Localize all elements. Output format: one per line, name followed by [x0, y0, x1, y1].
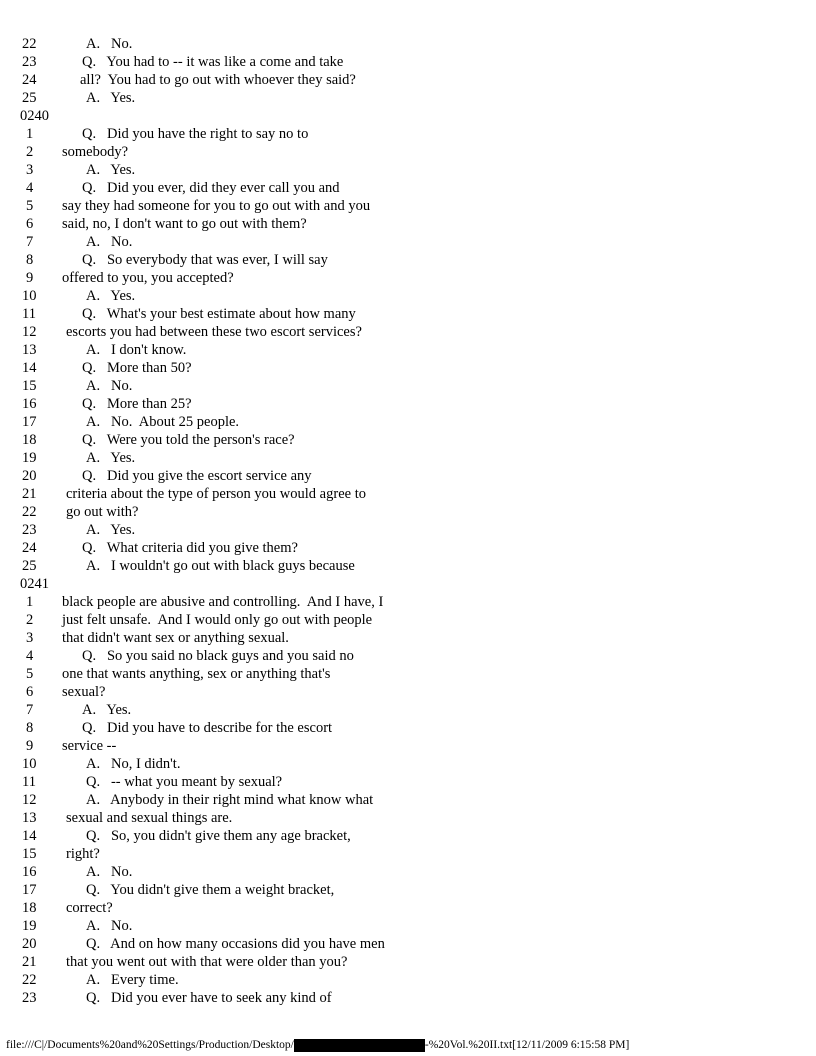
line-number: 8: [26, 720, 34, 736]
transcript-line: [0, 809, 816, 827]
line-number: 1: [26, 126, 34, 142]
transcript-line: [0, 305, 816, 323]
transcript-line: [0, 737, 816, 755]
line-number: 13: [22, 810, 37, 826]
line-text: A. No.: [86, 36, 133, 52]
line-text: A. No.: [86, 918, 133, 934]
transcript-line: [0, 971, 816, 989]
line-text: Q. Were you told the person's race?: [82, 432, 295, 448]
transcript-line: [0, 323, 816, 341]
line-number: 11: [22, 774, 36, 790]
transcript-line: [0, 215, 816, 233]
transcript-line: [0, 611, 816, 629]
line-text: Q. So, you didn't give them any age bracket,: [86, 828, 351, 844]
line-text: Q. Did you ever, did they ever call you and: [82, 180, 340, 196]
line-text: escorts you had between these two escort services?: [66, 324, 362, 340]
line-text: say they had someone for you to go out with and you: [62, 198, 371, 214]
line-text: Q. You didn't give them a weight bracket,: [86, 882, 335, 898]
transcript-line: [0, 71, 816, 89]
line-number: 21: [22, 954, 37, 970]
transcript-line: [0, 953, 816, 971]
transcript-line: [0, 269, 816, 287]
transcript-line: [0, 845, 816, 863]
line-number: 19: [22, 450, 37, 466]
line-text: Q. Did you have to describe for the escort: [82, 720, 333, 736]
transcript-line: [0, 755, 816, 773]
line-text: Q. What's your best estimate about how many: [82, 306, 356, 322]
line-number: 4: [26, 648, 34, 664]
line-number: 1: [26, 594, 34, 610]
line-text: Q. And on how many occasions did you have men: [86, 936, 385, 952]
line-number: 18: [22, 900, 37, 916]
transcript-line: [0, 251, 816, 269]
line-number: 9: [26, 738, 34, 754]
transcript-line: [0, 359, 816, 377]
transcript-line: [0, 629, 816, 647]
transcript-line: [0, 863, 816, 881]
line-number: 2: [26, 612, 34, 628]
line-text: A. Yes.: [86, 162, 136, 178]
line-number: 20: [22, 936, 37, 952]
line-number: 7: [26, 702, 34, 718]
transcript-line: [0, 881, 816, 899]
line-text: A. Yes.: [82, 702, 132, 718]
line-number: 16: [22, 396, 37, 412]
transcript-line: [0, 53, 816, 71]
line-text: A. Yes.: [86, 450, 136, 466]
transcript-line: [0, 143, 816, 161]
page-marker: [0, 107, 816, 125]
page-number: 0240: [20, 108, 49, 124]
transcript-body: [0, 35, 816, 1007]
line-text: Q. What criteria did you give them?: [82, 540, 298, 556]
line-number: 22: [22, 504, 37, 520]
transcript-line: [0, 665, 816, 683]
line-number: 2: [26, 144, 34, 160]
line-text: correct?: [66, 900, 113, 916]
line-number: 25: [22, 90, 37, 106]
line-number: 23: [22, 54, 37, 70]
line-number: 15: [22, 846, 37, 862]
line-text: criteria about the type of person you would agree to: [66, 486, 366, 502]
transcript-line: [0, 935, 816, 953]
line-text: A. I don't know.: [86, 342, 187, 358]
line-text: one that wants anything, sex or anything that's: [62, 666, 331, 682]
transcript-line: [0, 647, 816, 665]
line-text: A. Yes.: [86, 522, 136, 538]
transcript-line: [0, 827, 816, 845]
line-number: 12: [22, 324, 37, 340]
line-number: 24: [22, 72, 37, 88]
transcript-line: [0, 35, 816, 53]
file-path-footer: [6, 1038, 629, 1052]
line-number: 12: [22, 792, 37, 808]
line-number: 22: [22, 36, 37, 52]
transcript-line: [0, 683, 816, 701]
line-text: service --: [62, 738, 117, 754]
line-text: sexual and sexual things are.: [66, 810, 233, 826]
line-text: offered to you, you accepted?: [62, 270, 234, 286]
line-text: A. No.: [86, 864, 133, 880]
transcript-line: [0, 161, 816, 179]
transcript-line: [0, 917, 816, 935]
line-number: 10: [22, 288, 37, 304]
line-text: A. Yes.: [86, 90, 136, 106]
line-number: 22: [22, 972, 37, 988]
transcript-line: [0, 431, 816, 449]
line-number: 23: [22, 522, 37, 538]
line-number: 5: [26, 198, 34, 214]
line-number: 15: [22, 378, 37, 394]
line-text: said, no, I don't want to go out with them?: [62, 216, 307, 232]
line-number: 23: [22, 990, 37, 1006]
transcript-line: [0, 341, 816, 359]
line-text: Q. So you said no black guys and you said no: [82, 648, 354, 664]
line-text: A. No. About 25 people.: [86, 414, 240, 430]
transcript-line: [0, 701, 816, 719]
transcript-line: [0, 287, 816, 305]
line-number: 19: [22, 918, 37, 934]
transcript-line: [0, 449, 816, 467]
line-text: A. I wouldn't go out with black guys because: [86, 558, 355, 574]
line-text: Q. -- what you meant by sexual?: [86, 774, 283, 790]
transcript-line: [0, 539, 816, 557]
line-number: 18: [22, 432, 37, 448]
line-text: somebody?: [62, 144, 129, 160]
transcript-line: [0, 395, 816, 413]
transcript-line: [0, 593, 816, 611]
line-text: all? You had to go out with whoever they said?: [80, 72, 356, 88]
line-number: 10: [22, 756, 37, 772]
line-text: A. Yes.: [86, 288, 136, 304]
line-number: 25: [22, 558, 37, 574]
line-text: A. No, I didn't.: [86, 756, 181, 772]
transcript-line: [0, 233, 816, 251]
line-number: 9: [26, 270, 34, 286]
line-text: Q. So everybody that was ever, I will say: [82, 252, 328, 268]
line-text: Q. Did you give the escort service any: [82, 468, 312, 484]
line-number: 3: [26, 162, 34, 178]
line-number: 20: [22, 468, 37, 484]
line-number: 17: [22, 414, 37, 430]
line-text: A. Anybody in their right mind what know what: [86, 792, 374, 808]
transcript-line: [0, 899, 816, 917]
line-text: Q. Did you ever have to seek any kind of: [86, 990, 332, 1006]
transcript-line: [0, 197, 816, 215]
line-number: 14: [22, 360, 37, 376]
line-number: 24: [22, 540, 37, 556]
transcript-line: [0, 467, 816, 485]
line-number: 3: [26, 630, 34, 646]
transcript-line: [0, 989, 816, 1007]
transcript-line: [0, 719, 816, 737]
transcript-line: [0, 179, 816, 197]
line-text: Q. You had to -- it was like a come and take: [82, 54, 344, 70]
line-number: 6: [26, 216, 34, 232]
line-text: that you went out with that were older than you?: [66, 954, 348, 970]
line-number: 13: [22, 342, 37, 358]
footer-path-prefix: file:///C|/Documents%20and%20Settings/Production/Desktop/: [6, 1039, 294, 1051]
page-marker: [0, 575, 816, 593]
line-text: sexual?: [62, 684, 106, 700]
line-number: 4: [26, 180, 34, 196]
line-number: 6: [26, 684, 34, 700]
line-number: 16: [22, 864, 37, 880]
line-text: Q. Did you have the right to say no to: [82, 126, 309, 142]
transcript-line: [0, 125, 816, 143]
transcript-line: [0, 89, 816, 107]
transcript-line: [0, 557, 816, 575]
transcript-line: [0, 521, 816, 539]
line-text: black people are abusive and controlling. And I have, I: [62, 594, 384, 610]
line-number: 7: [26, 234, 34, 250]
line-text: go out with?: [66, 504, 139, 520]
transcript-line: [0, 413, 816, 431]
page-number: 0241: [20, 576, 49, 592]
line-number: 11: [22, 306, 36, 322]
line-text: just felt unsafe. And I would only go out with people: [62, 612, 373, 628]
transcript-line: [0, 773, 816, 791]
line-number: 17: [22, 882, 37, 898]
line-number: 21: [22, 486, 37, 502]
line-text: A. No.: [86, 234, 133, 250]
transcript-line: [0, 485, 816, 503]
line-text: Q. More than 50?: [82, 360, 192, 376]
line-number: 5: [26, 666, 34, 682]
transcript-line: [0, 503, 816, 521]
line-number: 8: [26, 252, 34, 268]
line-text: A. No.: [86, 378, 133, 394]
redaction-block: [294, 1039, 425, 1052]
line-text: Q. More than 25?: [82, 396, 192, 412]
line-text: right?: [66, 846, 100, 862]
transcript-line: [0, 377, 816, 395]
line-text: that didn't want sex or anything sexual.: [62, 630, 289, 646]
transcript-line: [0, 791, 816, 809]
line-number: 14: [22, 828, 37, 844]
line-text: A. Every time.: [86, 972, 179, 988]
footer-path-suffix: -%20Vol.%20II.txt[12/11/2009 6:15:58 PM]: [424, 1039, 630, 1051]
